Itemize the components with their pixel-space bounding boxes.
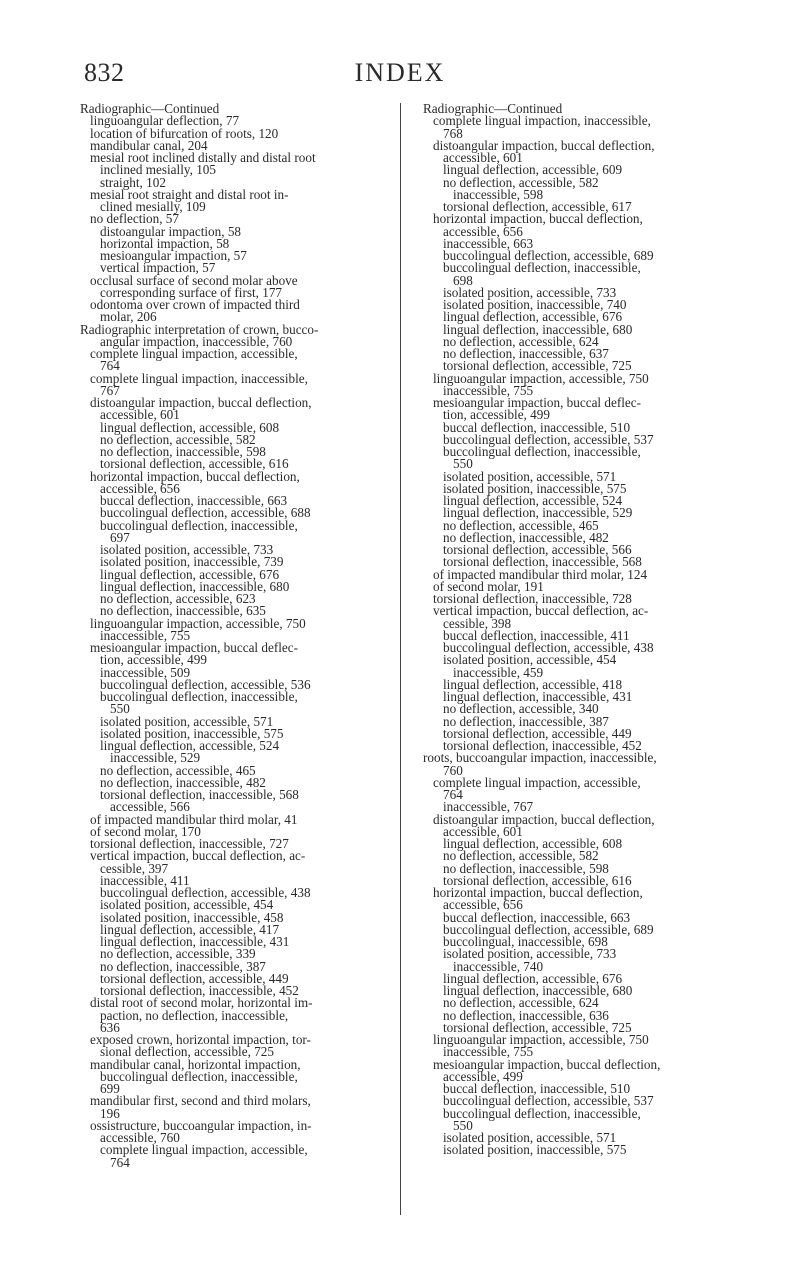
index-column-right <box>423 103 745 1157</box>
index-entry-line: isolated position, accessible, 571 <box>100 713 274 729</box>
index-entry-line: isolated position, accessible, 733 <box>100 542 274 557</box>
index-entry-line: isolated position, accessible, 454 <box>443 652 617 668</box>
index-entry-line: lingual deflection, inaccessible, 680 <box>443 321 633 337</box>
index-entry-line: no deflection, inaccessible, 637 <box>443 346 609 361</box>
index-entry-line: no deflection, inaccessible, 387 <box>100 958 266 974</box>
index-entry-line: accessible, 656 <box>443 223 523 239</box>
index-entry-line: accessible, 760 <box>100 1130 180 1145</box>
index-entry-line: mandibular canal, horizontal impaction, <box>90 1056 301 1072</box>
index-entry-line: distoangular impaction, buccal deflection, <box>433 137 655 153</box>
index-entry-line: accessible, 566 <box>110 799 190 815</box>
index-entry-line: mesioangular impaction, buccal deflec- <box>433 395 641 410</box>
column-divider <box>400 103 401 1215</box>
index-entry-line: Radiographic—Continued <box>423 101 563 116</box>
index-entry-line: horizontal impaction, buccal deflection, <box>433 885 643 900</box>
index-entry-line: torsional deflection, inaccessible, 728 <box>433 591 632 606</box>
index-entry-line: 699 <box>100 1081 120 1096</box>
index-entry-line: buccolingual deflection, inaccessible, <box>443 444 641 459</box>
index-entry-line: buccal deflection, inaccessible, 663 <box>100 493 288 508</box>
index-entry-line: buccolingual deflection, accessible, 438 <box>100 885 311 900</box>
index-entry-line: linguoangular deflection, 77 <box>90 113 240 129</box>
index-entry-line: vertical impaction, buccal deflection, ac- <box>433 603 649 619</box>
index-entry-line: torsional deflection, inaccessible, 568 <box>443 554 642 570</box>
index-entry-line: isolated position, inaccessible, 575 <box>443 480 627 496</box>
index-entry-line: torsional deflection, inaccessible, 452 <box>100 983 299 998</box>
index-entry-line: lingual deflection, accessible, 524 <box>100 738 280 753</box>
index-entry-line: 636 <box>100 1019 120 1035</box>
index-entry-line: Radiographic interpretation of crown, bucco- <box>80 321 319 337</box>
index-entry-line: torsional deflection, inaccessible, 452 <box>443 738 642 753</box>
index-entry-line: horizontal impaction, buccal deflection, <box>90 468 300 484</box>
index-column-left <box>80 103 402 1169</box>
index-entry-line: distoangular impaction, buccal deflection, <box>433 811 655 827</box>
index-entry-line: cessible, 398 <box>443 615 512 631</box>
index-entry-line: torsional deflection, accessible, 725 <box>443 1019 632 1035</box>
index-entry-line: mandibular canal, 204 <box>90 137 208 153</box>
index-entry-line: complete lingual impaction, inaccessible, <box>433 113 651 129</box>
index-entry-line: torsional deflection, inaccessible, 727 <box>90 836 289 851</box>
index-entry-line: buccolingual deflection, accessible, 438 <box>443 640 654 655</box>
index-entry-line: lingual deflection, inaccessible, 431 <box>443 689 633 704</box>
index-entry-line: linguoangular impaction, accessible, 750 <box>90 615 306 631</box>
index-entry-line: horizontal impaction, 58 <box>100 235 230 251</box>
index-entry-line: ossistructure, buccoangular impaction, in- <box>90 1117 312 1133</box>
index-entry-line: tion, accessible, 499 <box>443 407 550 423</box>
index-entry-line: 697 <box>110 529 130 545</box>
index-entry-line: buccolingual deflection, accessible, 689 <box>443 921 654 937</box>
index-entry-line: buccolingual deflection, accessible, 537 <box>443 431 654 447</box>
index-entry-line: no deflection, accessible, 582 <box>443 174 599 190</box>
index-entry-line: no deflection, accessible, 582 <box>443 848 599 864</box>
index-entry-line: 764 <box>100 358 120 374</box>
index-entry-line: mesioangular impaction, buccal deflec- <box>90 640 298 655</box>
index-entry-line: sional deflection, accessible, 725 <box>100 1044 274 1060</box>
index-entry-line: lingual deflection, inaccessible, 680 <box>443 983 633 998</box>
index-entry-line: 550 <box>110 701 130 717</box>
index-entry-line: torsional deflection, accessible, 616 <box>100 456 289 472</box>
index-entry-line: no deflection, inaccessible, 635 <box>100 603 266 619</box>
index-entry-line: complete lingual impaction, accessible, <box>90 346 298 361</box>
index-entry-line: complete lingual impaction, accessible, <box>100 1142 308 1158</box>
index-entry-line: accessible, 499 <box>443 1068 523 1084</box>
index-entry-line: location of bifurcation of roots, 120 <box>90 125 279 141</box>
index-entry-line: accessible, 656 <box>443 897 523 913</box>
index-entry-line: buccolingual deflection, inaccessible, <box>100 517 298 533</box>
index-entry-line: inclined mesially, 105 <box>100 162 216 178</box>
index-entry-line: isolated position, inaccessible, 739 <box>100 554 284 570</box>
index-entry-line: buccolingual deflection, inaccessible, <box>100 1068 298 1084</box>
index-entry-line: mesioangular impaction, 57 <box>100 248 247 263</box>
index-entry-line: horizontal impaction, buccal deflection, <box>433 211 643 227</box>
index-entry-line: isolated position, inaccessible, 458 <box>100 909 284 925</box>
index-entry-line: no deflection, inaccessible, 598 <box>100 444 266 459</box>
index-entry-line: inaccessible, 755 <box>100 627 191 643</box>
index-entry-line: no deflection, accessible, 624 <box>443 995 599 1011</box>
index-entry-line: isolated position, inaccessible, 740 <box>443 297 627 312</box>
index-entry-line: buccolingual deflection, accessible, 537 <box>443 1093 654 1109</box>
index-entry-line: of impacted mandibular third molar, 41 <box>90 811 298 827</box>
index-entry-line: torsional deflection, inaccessible, 568 <box>100 787 299 802</box>
index-entry-line: angular impaction, inaccessible, 760 <box>100 333 293 349</box>
index-entry-line: lingual deflection, inaccessible, 529 <box>443 505 633 521</box>
index-entry-line: isolated position, accessible, 571 <box>443 1130 617 1145</box>
index-entry-line: lingual deflection, inaccessible, 431 <box>100 934 290 949</box>
index-entry-line: 550 <box>453 456 473 472</box>
index-entry-line: no deflection, accessible, 624 <box>443 333 599 349</box>
index-entry-line: 196 <box>100 1105 120 1121</box>
index-entry-line: of impacted mandibular third molar, 124 <box>433 566 648 582</box>
index-entry-line: no deflection, inaccessible, 482 <box>100 774 266 790</box>
index-entry-line: lingual deflection, accessible, 676 <box>443 309 623 325</box>
index-entry-line: buccal deflection, inaccessible, 510 <box>443 419 631 435</box>
index-entry-line: vertical impaction, 57 <box>100 260 216 276</box>
index-entry-line: 767 <box>100 382 120 398</box>
page-title: INDEX <box>354 58 446 87</box>
index-entry-line: occlusal surface of second molar above <box>90 272 298 288</box>
index-entry-line: accessible, 656 <box>100 480 180 496</box>
index-entry-line: buccolingual deflection, inaccessible, <box>443 260 641 276</box>
index-entry-line: isolated position, accessible, 733 <box>443 284 617 300</box>
index-entry-line: no deflection, accessible, 582 <box>100 431 256 447</box>
index-entry-line: Radiographic—Continued <box>80 101 220 116</box>
index-entry-line: buccal deflection, inaccessible, 663 <box>443 909 631 925</box>
index-entry-line: accessible, 601 <box>443 823 523 839</box>
index-entry-line: lingual deflection, accessible, 524 <box>443 493 623 508</box>
index-entry-line: linguoangular impaction, accessible, 750 <box>433 370 649 386</box>
index-entry-line: complete lingual impaction, accessible, <box>433 774 641 790</box>
index-entry-line: torsional deflection, accessible, 566 <box>443 542 632 557</box>
index-entry-line: clined mesially, 109 <box>100 199 206 214</box>
index-entry-line: cessible, 397 <box>100 860 169 876</box>
index-entry-line: buccal deflection, inaccessible, 411 <box>443 627 630 643</box>
index-entry-line: torsional deflection, accessible, 449 <box>100 970 289 986</box>
index-entry-line: roots, buccoangular impaction, inaccessible, <box>423 750 657 766</box>
index-entry-line: no deflection, accessible, 465 <box>443 517 599 533</box>
index-entry-line: accessible, 601 <box>100 407 180 423</box>
index-entry-line: no deflection, accessible, 623 <box>100 591 256 606</box>
index-entry-line: 764 <box>443 787 463 802</box>
index-entry-line: no deflection, inaccessible, 636 <box>443 1007 609 1023</box>
index-entry-line: 698 <box>453 272 473 288</box>
index-entry-line: inaccessible, 509 <box>100 664 191 680</box>
index-entry-line: lingual deflection, accessible, 608 <box>443 836 623 851</box>
index-entry-line: isolated position, accessible, 733 <box>443 946 617 962</box>
index-entry-line: inaccessible, 411 <box>100 872 190 888</box>
index-entry-line: mesial root straight and distal root in- <box>90 186 289 202</box>
index-entry-line: torsional deflection, accessible, 616 <box>443 872 632 888</box>
index-entry-line: inaccessible, 755 <box>443 1044 534 1060</box>
index-entry-line: torsional deflection, accessible, 725 <box>443 358 632 374</box>
index-entry-line: no deflection, accessible, 340 <box>443 701 599 717</box>
index-entry-line: no deflection, 57 <box>90 211 179 227</box>
index-entry-line: molar, 206 <box>100 309 157 325</box>
index-entry-line: inaccessible, 598 <box>453 186 544 202</box>
index-entry-line: buccolingual deflection, inaccessible, <box>100 689 298 704</box>
index-entry-line: no deflection, accessible, 465 <box>100 762 256 778</box>
index-entry-line: 764 <box>110 1154 130 1170</box>
index-entry-line: no deflection, inaccessible, 482 <box>443 529 609 545</box>
index-entry-line: no deflection, inaccessible, 598 <box>443 860 609 876</box>
index-entry-line: of second molar, 170 <box>90 823 201 839</box>
index-entry-line: mandibular first, second and third molars, <box>90 1093 311 1109</box>
index-entry-line: exposed crown, horizontal impaction, tor- <box>90 1032 311 1047</box>
index-entry-line: distal root of second molar, horizontal im- <box>90 995 313 1011</box>
index-entry-line: accessible, 601 <box>443 150 523 165</box>
index-entry-line: isolated position, inaccessible, 575 <box>100 725 284 741</box>
index-entry-line: buccolingual, inaccessible, 698 <box>443 934 608 949</box>
index-entry-line: linguoangular impaction, accessible, 750 <box>433 1032 649 1047</box>
index-entry-line: lingual deflection, accessible, 609 <box>443 162 623 178</box>
index-entry-line: mesioangular impaction, buccal deflection, <box>433 1056 661 1072</box>
index-entry-line: paction, no deflection, inaccessible, <box>100 1007 289 1023</box>
index-entry-line: lingual deflection, accessible, 608 <box>100 419 280 435</box>
index-entry-line: 550 <box>453 1117 473 1133</box>
index-entry-line: buccolingual deflection, accessible, 689 <box>443 248 654 263</box>
index-entry-line: inaccessible, 755 <box>443 382 534 398</box>
index-entry-line: complete lingual impaction, inaccessible, <box>90 370 308 386</box>
page-number: 832 <box>84 58 125 87</box>
index-entry-line: buccolingual deflection, accessible, 536 <box>100 676 311 692</box>
index-entry-line: straight, 102 <box>100 174 166 190</box>
index-entry-line: no deflection, inaccessible, 387 <box>443 713 609 729</box>
index-entry-line: lingual deflection, accessible, 417 <box>100 921 280 937</box>
index-entry-line: no deflection, accessible, 339 <box>100 946 256 962</box>
index-entry-line: corresponding surface of first, 177 <box>100 284 283 300</box>
index-entry-line: 760 <box>443 762 463 778</box>
index-entry-line: inaccessible, 767 <box>443 799 534 815</box>
index-entry-line: inaccessible, 459 <box>453 664 544 680</box>
index-entry-line: buccolingual deflection, accessible, 688 <box>100 505 311 521</box>
index-entry-line: inaccessible, 529 <box>110 750 201 766</box>
index-entry-line: isolated position, accessible, 454 <box>100 897 274 913</box>
index-entry-line: tion, accessible, 499 <box>100 652 207 668</box>
index-entry-line: lingual deflection, accessible, 676 <box>443 970 623 986</box>
index-entry-line: inaccessible, 740 <box>453 958 544 974</box>
index-entry-line: vertical impaction, buccal deflection, ac- <box>90 848 306 864</box>
index-entry-line: distoangular impaction, buccal deflection, <box>90 395 312 410</box>
index-entry-line: torsional deflection, accessible, 617 <box>443 199 632 214</box>
index-entry-line: lingual deflection, accessible, 418 <box>443 676 623 692</box>
index-entry-line: isolated position, accessible, 571 <box>443 468 617 484</box>
index-entry-line: lingual deflection, accessible, 676 <box>100 566 280 582</box>
index-entry-line: torsional deflection, accessible, 449 <box>443 725 632 741</box>
index-entry-line: of second molar, 191 <box>433 578 544 594</box>
index-entry-line: lingual deflection, inaccessible, 680 <box>100 578 290 594</box>
index-entry-line: 768 <box>443 125 463 141</box>
index-entry-line: inaccessible, 663 <box>443 235 534 251</box>
index-entry-line: odontoma over crown of impacted third <box>90 297 300 312</box>
index-entry-line: isolated position, inaccessible, 575 <box>443 1142 627 1158</box>
index-entry-line: buccal deflection, inaccessible, 510 <box>443 1081 631 1096</box>
index-entry-line: buccolingual deflection, inaccessible, <box>443 1105 641 1121</box>
index-entry-line: distoangular impaction, 58 <box>100 223 242 239</box>
index-entry-line: mesial root inclined distally and distal root <box>90 150 316 165</box>
